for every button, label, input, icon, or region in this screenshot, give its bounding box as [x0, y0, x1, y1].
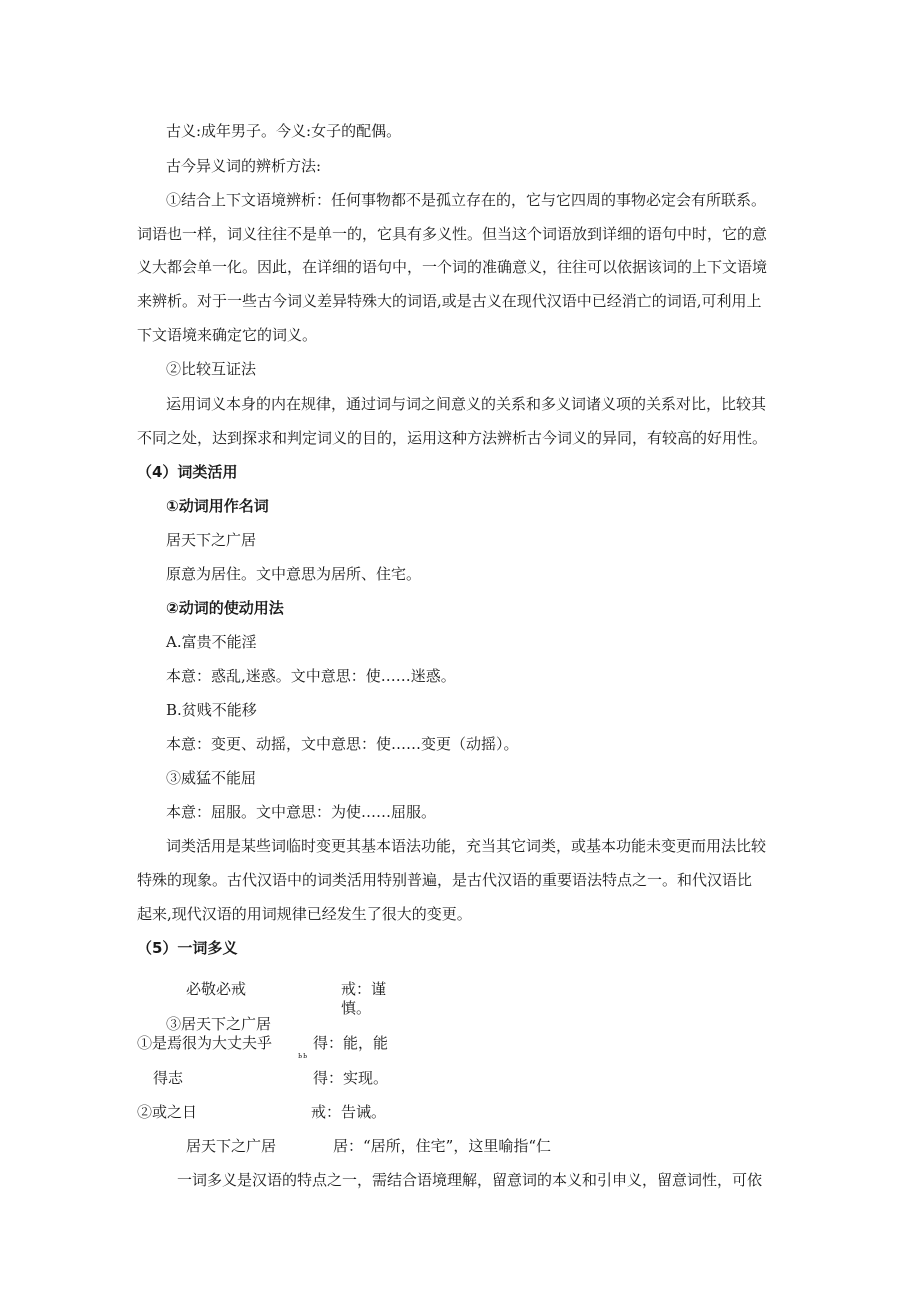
text-line: 义大都会单一化。因此，在详细的语句中，一个词的准确意义，往往可以依据该词的上下文语境: [137, 258, 768, 276]
gloss: 慎。: [341, 999, 372, 1017]
gloss: 戒：告诫。: [311, 1103, 387, 1121]
text-line: 词语也一样，词义往往不是单一的，它具有多义性。但当这个词语放到详细的语句中时，它的意: [137, 225, 768, 243]
text-line: 下文语境来确定它的词义。: [137, 326, 318, 344]
section-heading: （4）词类活用: [137, 463, 238, 481]
example-sentence: ③居天下之广居: [166, 1015, 272, 1033]
text-line: ②比较互证法: [166, 360, 257, 378]
text-line: 原意为居住。文中意思为居所、住宅。: [166, 565, 422, 583]
stray-mark: ЬЬ: [298, 1053, 309, 1060]
text-line: 本意：惑乱,迷惑。文中意思：使……迷惑。: [166, 667, 456, 685]
example-sentence: 得志: [153, 1069, 184, 1087]
gloss: 戒：谨: [341, 980, 387, 998]
subsection-heading: ①动词用作名词: [166, 497, 269, 515]
text-line: B.贫贱不能移: [166, 701, 257, 719]
text-line: 古义:成年男子。今义:女子的配偶。: [166, 122, 402, 140]
text-line: ③威猛不能屈: [166, 769, 257, 787]
example-sentence: 必敬必戒: [186, 980, 247, 998]
section-heading: （5）一词多义: [137, 939, 238, 957]
text-line: ①结合上下文语境辨析：任何事物都不是孤立存在的，它与它四周的事物必定会有所联系。: [166, 191, 767, 209]
text-line: 古今异义词的辨析方法:: [166, 157, 322, 175]
text-line: 居天下之广居: [166, 531, 257, 549]
gloss: 居：“居所，住宅”，这里喻指“仁: [333, 1137, 552, 1155]
example-sentence: ①是焉很为大丈夫乎: [137, 1034, 273, 1052]
text-line: 词类活用是某些词临时变更其基本语法功能，充当其它词类，或基本功能未变更而用法比较: [166, 837, 767, 855]
text-line: A.富贵不能淫: [166, 633, 257, 651]
subsection-heading: ②动词的使动用法: [166, 599, 284, 617]
text-line: 来辨析。对于一些古今词义差异特殊大的词语,或是古义在现代汉语中已经消亡的词语,可利用上: [137, 292, 762, 310]
text-line: 起来,现代汉语的用词规律已经发生了很大的变更。: [137, 905, 472, 923]
gloss: 得：实现。: [313, 1069, 389, 1087]
text-line: 本意：变更、动摇，文中意思：使……变更（动摇）。: [166, 735, 519, 753]
gloss: 得：能，能: [313, 1034, 389, 1052]
text-line: 特殊的现象。古代汉语中的词类活用特别普遍，是古代汉语的重要语法特点之一。和代汉语比: [137, 871, 753, 889]
text-line: 一词多义是汉语的特点之一，需结合语境理解，留意词的本义和引申义，留意词性，可依: [177, 1171, 763, 1189]
text-line: 不同之处，达到探求和判定词义的目的，运用这种方法辨析古今词义的异同，有较高的好用性。: [137, 429, 768, 447]
example-sentence: 居天下之广居: [186, 1137, 277, 1155]
text-line: 本意：屈服。文中意思：为使……屈服。: [166, 803, 437, 821]
example-sentence: ②或之日: [137, 1103, 198, 1121]
text-line: 运用词义本身的内在规律，通过词与词之间意义的关系和多义词诸义项的关系对比，比较其: [166, 395, 767, 413]
